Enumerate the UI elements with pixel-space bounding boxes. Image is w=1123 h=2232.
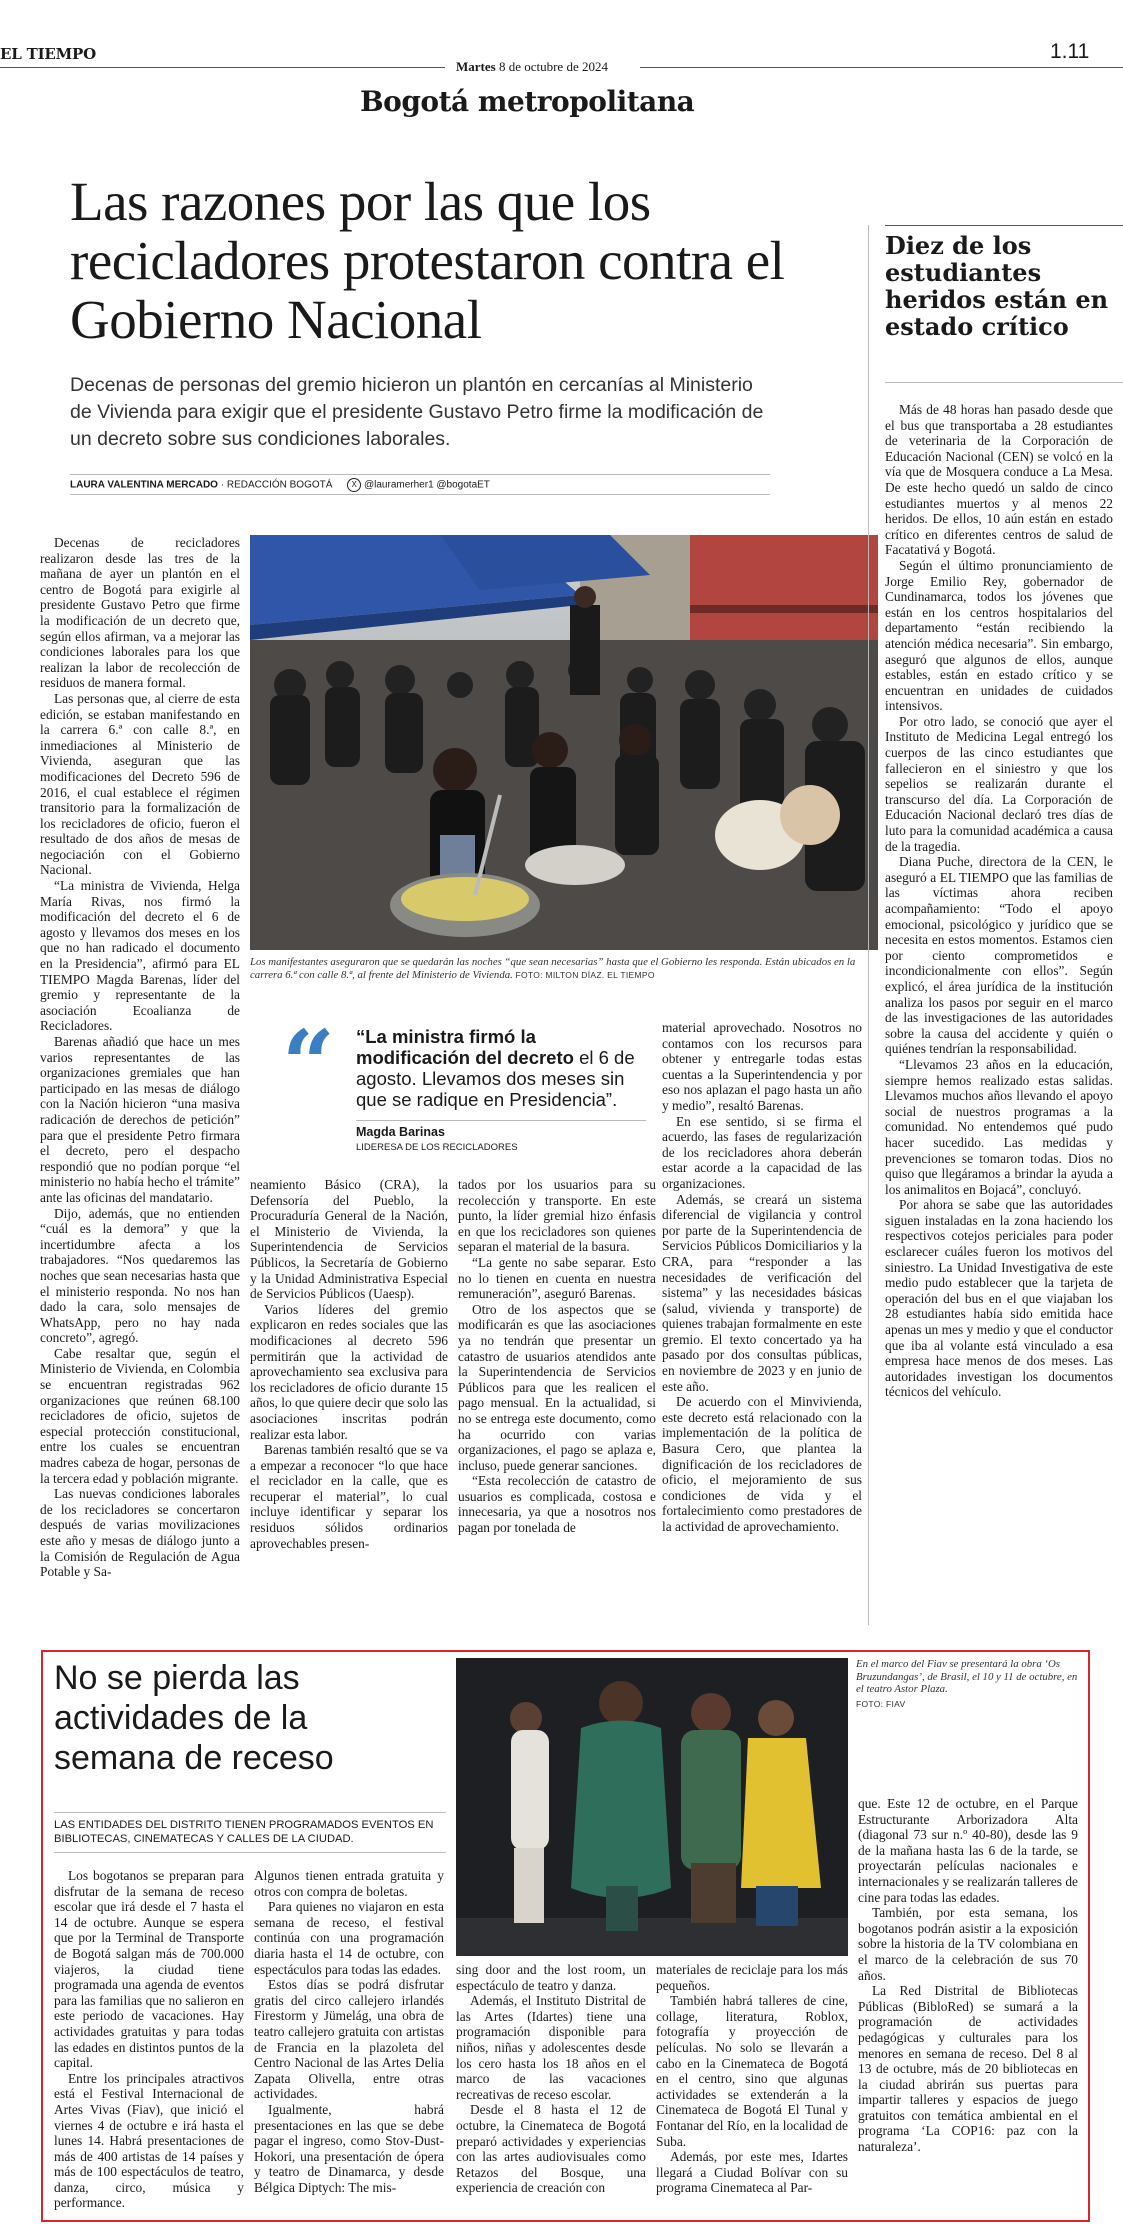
paragraph: Diana Puche, directora de la CEN, le aseguró a EL TIEMPO que las familias de las víctimas ahora reciben acompañamiento: “Todo el apoyo emocional, psicológico y jurídico que se necesita en estos momentos. Estamos cien por ciento comprometidos e incondicionalmente con ellos”. Según explicó, el área jurídica de la institución analiza los pasos por seguir en el marco de las investigaciones de las autoridades sobre la causa del accidente y quién o quiénes tendrían la responsabilidad. — [885, 854, 1113, 1057]
paragraph: Dijo, además, que no entienden “cuál es la demora” y que la incertidumbre afecta a los trabajadores. “Nos quedaremos las noches que sean necesarias hasta que el ministerio responda. No nos han dado la cara, solo mensajes de WhatsApp, pero no hay nada concreto”, agregó. — [40, 1205, 240, 1346]
main-photo-credit: FOTO: MILTON DÍAZ. EL TIEMPO — [515, 969, 655, 980]
side-column-rule — [868, 225, 869, 1625]
box-photo-credit: FOTO: FIAV — [856, 1698, 906, 1709]
box-column-3 — [456, 1962, 646, 2196]
paragraph: “La ministra de Vivienda, Helga María Rivas, nos firmó la modificación del decreto el 6 de agosto y llevamos dos meses en los que no han radicado el documento en la Presidencia”, afirmó para EL TIEMPO Magda Barenas, líder del gremio y representante de la asociación Ecoalianza de Recicladores. — [40, 878, 240, 1034]
main-photo-caption-text: Los manifestantes aseguraron que se quedarán las noches “que sean necesarias” hasta que el Gobierno les responda. Están ubicados en la carrera 6.ª con calle 8.ª, al frente del Ministerio de Vivienda. — [250, 956, 856, 981]
section-title: Bogotá metropolitana — [360, 85, 695, 118]
quote-name: Magda Barinas — [356, 1125, 445, 1139]
paragraph: Estos días se podrá disfrutar gratis del circo callejero irlandés Firestorm y Jümelág, una obra de teatro callejero gratuita con artistas de Francia en la plazoleta del Centro Nacional de las Artes Delia Zapata Olivella, entre otras actividades. — [254, 1977, 444, 2102]
paragraph: Por otro lado, se conoció que ayer el Instituto de Medicina Legal entregó los cuerpos de las cinco estudiantes que fallecieron en el siniestro y que los sepelios se realizarán durante el transcurso del día. La Corporación de Educación Nacional declaró tres días de luto para la comunidad académica a causa de la tragedia. — [885, 713, 1113, 854]
quote-rule — [356, 1120, 646, 1121]
paragraph: En ese sentido, si se firma el acuerdo, las fases de regularización de los recicladores ahora deberán estar acorde a la capacidad de las organizaciones. — [662, 1113, 862, 1191]
pull-quote-rest: el 6 de agosto. Llevamos dos meses sin que se radique en Presidencia”. — [356, 1047, 635, 1110]
box-headline: No se pierda las actividades de la semana de receso — [54, 1659, 334, 1777]
side-headline: Diez de los estudiantes heridos están en estado crítico — [885, 231, 1109, 341]
byline-desk: · REDACCIÓN BOGOTÁ — [220, 479, 333, 491]
byline-rule-bottom — [70, 494, 770, 495]
paragraph: “Llevamos 23 años en la educación, siempre hemos realizado estas salidas. Llevamos muchos años llevando el apoyo social de nuestros programas a la comunidad. No entendemos qué pudo hacer sucedido. Las medidas y prevenciones se tomaron todas. Dios no quiso que llegáramos a brindar la ayuda a los animalitos en Bojacá”, concluyó. — [885, 1056, 1113, 1197]
box-column-5 — [858, 1796, 1078, 2155]
paragraph: De acuerdo con el Minvivienda, este decreto está relacionado con la implementación de la política de Basura Cero, que plantea la dignificación de los recicladores de oficio, el mejoramiento de sus condiciones de vida y el fortalecimiento como prestadores de la actividad de aprovechamiento. — [662, 1394, 862, 1534]
paragraph: material aprovechado. Nosotros no contamos con los recursos para obtener y entregarle todas estas cuentas a la Superintendencia y por eso nos aplazan el pago hasta un año y medio”, resaltó Barenas. — [662, 1020, 862, 1113]
paragraph: Barenas añadió que hace un mes varios representantes de las organizaciones gremiales que han participado en las mesas de diálogo con la Nación hicieron “una masiva radicación de derechos de petición” para que el presidente Petro firmara el decreto, pero el despacho respondió que no podían porque “el ministerio no había hecho el trámite” ante las oficinas del mandatario. — [40, 1034, 240, 1205]
paragraph: Por ahora se sabe que las autoridades siguen instaladas en la zona haciendo los respectivos cotejos periciales para poder esclarecer cuáles fueron los motivos del siniestro. La Unidad Investigativa de este medio pudo establecer que la tarjeta de operación del bus en el que viajaban los 28 estudiantes había sido emitida hace apenas un mes y medio y que el conductor que iba al volante está vinculado a esa empresa hace menos de dos meses. Las autoridades investigan los documentos técnicos del vehículo. — [885, 1197, 1113, 1400]
paragraph: Barenas también resaltó que se va a empezar a reconocer “lo que hace el reciclador en la calle, que es recuperar el material”, lo cual incluye identificar y separar los residuos sólidos ordinarios aprovechables presen- — [250, 1442, 448, 1551]
quote-mark-icon: “ — [282, 1010, 335, 1118]
masthead-rule — [0, 67, 445, 68]
byline-social: @lauramerher1 @bogotaET — [364, 479, 490, 491]
paragraph: Desde el 8 hasta el 12 de octubre, la Cinemateca de Bogotá preparó actividades y experiencias con las artes audiovisuales como Retazos del Bosque, una experiencia de creación con — [456, 2102, 646, 2196]
paragraph: Más de 48 horas han pasado desde que el bus que transportaba a 28 estudiantes de veterinaria de la Corporación de Educación Nacional (CEN) se volcó en la vía que de Mosquera conduce a La Mesa. De este hecho quedó un saldo de cinco estudiantes muertos y al menos 22 heridos. De ellos, 10 aún están en estado crítico en diferentes centros de salud de Facatativá y Bogotá. — [885, 402, 1113, 558]
main-column-4 — [662, 1020, 862, 1535]
byline — [70, 478, 490, 492]
masthead-rule-right — [640, 67, 1123, 68]
paragraph: Cabe resaltar que, según el Ministerio de Vivienda, en Colombia se encuentran registradas 962 organizaciones que reúnen 68.100 recicladores de oficio, sujetos de especial protección constitucional, entre los cuales se encuentran madres cabeza de hogar, personas de la tercera edad y población migrante. — [40, 1345, 240, 1486]
box-photo-caption-text: En el marco del Fiav se presentará la obra ‘Os Bruzundangas’, de Brasil, el 10 y 11 de octubre, en el teatro Astor Plaza. — [856, 1658, 1078, 1695]
protest-photo-illustration — [250, 535, 878, 950]
date-rest: 8 de octubre de 2024 — [498, 59, 608, 74]
paragraph: materiales de reciclaje para los más pequeños. — [656, 1962, 848, 1993]
paragraph: Igualmente, habrá presentaciones en las que se debe pagar el ingreso, como Stov-Dust-Hokori, una presentación de ópera y teatro de Dinamarca, y desde Bélgica Diptych: The mis- — [254, 2101, 444, 2195]
byline-author: LAURA VALENTINA MERCADO — [70, 479, 218, 491]
paragraph: Para quienes no viajaron en esta semana de receso, el festival continúa con una programación diaria hasta el 14 de octubre, con espectáculos para todas las edades. — [254, 1899, 444, 1977]
paragraph: “Esta recolección de catastro de usuarios es complicada, costosa e innecesaria, ya que a nosotros nos pagan por tonelada de — [458, 1473, 656, 1536]
paragraph: Varios líderes del gremio explicaron en redes sociales que las modificaciones al decreto 596 permitirán que la actividad de aprovechamiento sea exclusiva para los recicladores de oficio durante 15 años, lo que quiere decir que solo las asociaciones inscritas podrán realizar esta labor. — [250, 1301, 448, 1442]
main-headline: Las razones por las que los recicladores protestaron contra el Gobierno Nacional — [70, 171, 785, 350]
byline-rule-top — [70, 474, 770, 475]
box-column-4 — [656, 1962, 848, 2196]
side-headline-rule — [885, 225, 1123, 226]
masthead-date — [456, 59, 608, 75]
masthead-brand: EL TIEMPO — [0, 45, 96, 63]
theater-photo-illustration — [456, 1658, 848, 1956]
date-day: Martes — [456, 59, 496, 74]
paragraph: neamiento Básico (CRA), la Defensoría del Pueblo, la Procuraduría General de la Nación, el Ministerio de Vivienda, la Superintendencia de Servicios Públicos, la Secretaría de Gobierno y la Unidad Administrativa Especial de Servicios Públicos (Uaesp). — [250, 1177, 448, 1302]
box-deck: LAS ENTIDADES DEL DISTRITO TIENEN PROGRAMADOS EVENTOS EN BIBLIOTECAS, CINEMATECAS Y CALLES DE LA CIUDAD. — [54, 1819, 434, 1845]
main-photo-caption — [250, 956, 878, 981]
paragraph: Las nuevas condiciones laborales de los recicladores se concertaron después de varias movilizaciones este año y mesas de diálogo junto a la Comisión de Regulación de Agua Potable y Sa- — [40, 1486, 240, 1580]
paragraph: También habrá talleres de cine, collage, literatura, Roblox, fotografía y proyección de películas. No solo se llevarán a cabo en la Cinemateca de Bogotá en el centro, sino que algunas actividades se extenderán a la Cinemateca de Bogotá El Tunal y Fontanar del Río, en la localidad de Suba. — [656, 1993, 848, 2149]
box-photo — [456, 1658, 848, 1956]
paragraph: Algunos tienen entrada gratuita y otros con compra de boletas. — [254, 1868, 444, 1899]
paragraph: Decenas de recicladores realizaron desde las tres de la mañana de ayer un plantón en el centro de Bogotá para exigirle al presidente Gustavo Petro que firme la modificación de un decreto que, según ellos afirman, va a mejorar las condiciones laborales para los que realizan la labor de recolección de residuos de manera formal. — [40, 535, 240, 691]
main-photo — [250, 535, 878, 950]
main-column-2 — [250, 1177, 448, 1551]
box-deck-rule-bottom — [54, 1852, 446, 1853]
side-deck-rule — [885, 382, 1123, 383]
paragraph: sing door and the lost room, un espectáculo de teatro y danza. — [456, 1962, 646, 1993]
paragraph: También, por esta semana, los bogotanos podrán asistir a la exposición sobre la historia de la TV colombiana en el marco de la celebración de sus 70 años. — [858, 1905, 1078, 1983]
main-deck: Decenas de personas del gremio hicieron un plantón en cercanías al Ministerio de Vivienda para exigir que el presidente Gustavo Petro firme la modificación de un decreto sobre sus condiciones laborales. — [70, 374, 764, 450]
paragraph: Los bogotanos se preparan para disfrutar de la semana de receso escolar que irá desde el 7 hasta el 14 de octubre. Aunque se espera que por la Terminal de Transporte de Bogotá salgan más de 700.000 viajeros, la ciudad tiene programada una agenda de eventos para las familias que no salieron en este periodo de vacaciones. Hay actividades gratuitas y para todas las edades en distintos puntos de la capital. — [54, 1868, 244, 2071]
paragraph: Además, se creará un sistema diferencial de vigilancia y control por parte de la Superintendencia de Servicios Públicos Domiciliarios y la CRA, para “responder a las necesidades de verificación del sistema” y las necesidades básicas (salud, vivienda y transporte) de quienes trabajan formalmente en este gremio. El texto concertado ya ha pasado por dos consultas públicas, en noviembre de 2023 y en junio de este año. — [662, 1191, 862, 1394]
side-body — [885, 402, 1113, 1400]
pull-quote — [356, 1026, 646, 1110]
box-column-1 — [54, 1868, 244, 2211]
box-column-2 — [254, 1868, 444, 2195]
paragraph: Según el último pronunciamiento de Jorge Emilio Rey, gobernador de Cundinamarca, todos los jóvenes que están en los centros hospitalarios del departamento “están recibiendo la atención médica necesaria”. Sin embargo, aseguró que algunos de ellos, aunque estables, están en estado crítico y se encuentran en unidades de cuidados intensivos. — [885, 557, 1113, 714]
paragraph: Entre los principales atractivos está el Festival Internacional de Artes Vivas (Fiav), que inició el viernes 4 de octubre e irá hasta el lunes 14. Habrá presentaciones de más de 400 artistas de 14 países y más de 100 espectáculos de teatro, danza, circo, música y performance. — [54, 2070, 244, 2211]
pull-quote-bold: “La ministra firmó la modificación del decreto — [356, 1026, 574, 1068]
page-number: 1.11 — [1050, 40, 1090, 63]
main-column-3 — [458, 1177, 656, 1536]
paragraph: Además, por este mes, Idartes llegará a Ciudad Bolívar con su programa Cinemateca al Par- — [656, 2149, 848, 2196]
paragraph: que. Este 12 de octubre, en el Parque Estructurante Arborizadora Alta (diagonal 73 sur n.º 40-80), desde las 9 de la mañana hasta las 6 de la tarde, se proyectarán películas nacionales e internacionales y se realizarán talleres de cine para todas las edades. — [858, 1796, 1078, 1905]
paragraph: tados por los usuarios para su recolección y transporte. En este punto, la líder gremial hizo énfasis en que los recicladores son quienes separan el material de la basura. — [458, 1177, 656, 1255]
main-column-1 — [40, 535, 240, 1580]
paragraph: Otro de los aspectos que se modificarán es que las asociaciones ya no tendrán que presentar un catastro de usuarios atendidos ante la Superintendencia de Servicios Públicos para que les realicen el pago mensual. En la actualidad, si no se entrega este documento, como ha ocurrido con varias organizaciones, el pago se aplaza e, incluso, puede generar sanciones. — [458, 1301, 656, 1473]
quote-role: LIDERESA DE LOS RECICLADORES — [356, 1142, 518, 1153]
paragraph: Además, el Instituto Distrital de las Artes (Idartes) tiene una programación disponible para niños, niñas y adolescentes desde los cero hasta los 18 años en el marco de las vacaciones recreativas de receso escolar. — [456, 1993, 646, 2102]
paragraph: La Red Distrital de Bibliotecas Públicas (BibloRed) se sumará a la programación de actividades pedagógicas y culturales para los menores en semana de receso. Del 8 al 13 de octubre, más de 20 bibliotecas en la ciudad abrirán sus puertas para impartir talleres y espacios de juego gratuitos con temática ambiental en el programa ‘La COP16: paz con la naturaleza’. — [858, 1983, 1078, 2155]
x-social-icon: X — [347, 478, 361, 492]
paragraph: Las personas que, al cierre de esta edición, se estaban manifestando en la carrera 6.ª con calle 8.ª, en inmediaciones al Ministerio de Vivienda, aseguran que las modificaciones del Decreto 596 de 2016, el cual establece el régimen transitorio para la formalización de los recicladores de oficio, fueron el resultado de dos años de mesas de negociación con el Gobierno Nacional. — [40, 690, 240, 878]
box-photo-caption — [856, 1658, 1081, 1710]
box-deck-rule — [54, 1812, 446, 1813]
paragraph: “La gente no sabe separar. Esto no lo tienen en cuenta en nuestra remuneración”, aseguró Barenas. — [458, 1254, 656, 1302]
